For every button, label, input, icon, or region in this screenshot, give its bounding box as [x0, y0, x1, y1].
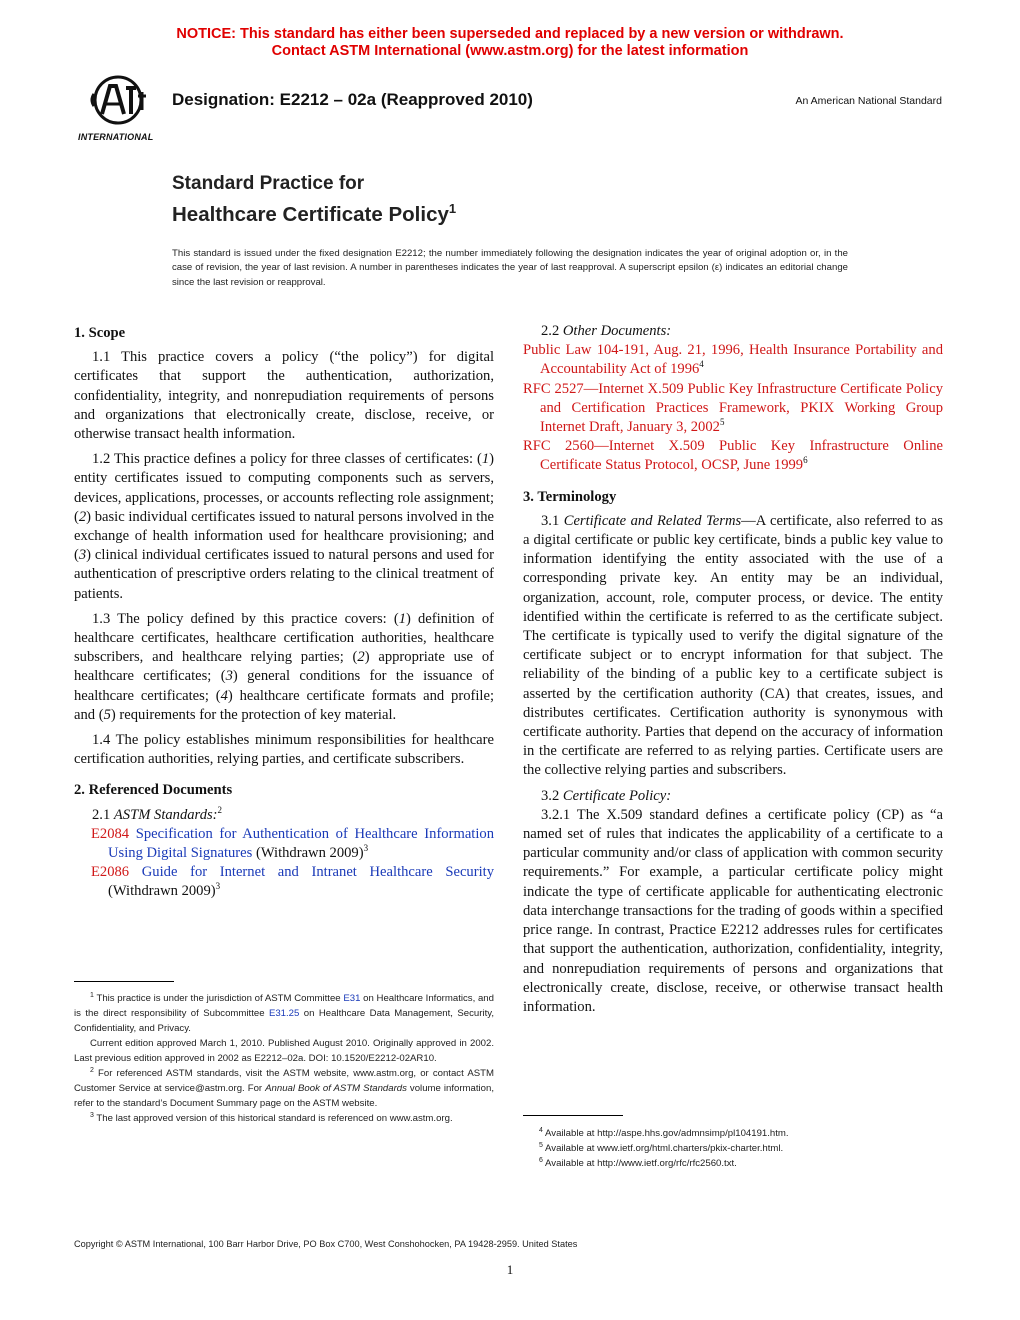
astm-logo-icon	[72, 74, 162, 134]
document-title	[172, 172, 456, 228]
title-line-1: Standard Practice for	[172, 173, 365, 194]
footnote-rule-right	[523, 1115, 623, 1116]
right-column	[523, 322, 943, 1023]
left-column	[74, 322, 494, 902]
reference-e2086[interactable]: E2086 Guide for Internet and Intranet Healthcare Security (Withdrawn 2009)$^3$	[91, 864, 494, 900]
logo-international-text: INTERNATIONAL	[78, 132, 154, 142]
footnote-6: $^6$ Available at http://www.ietf.org/rfc/rfc2560.txt.	[539, 1157, 737, 1169]
scope-heading: 1. Scope	[74, 325, 126, 341]
footnote-1: $^1$ This practice is under the jurisdiction of ASTM Committee E31 on Healthcare Informatics, and is the direct responsibility of Subcommittee E31.25 on Healthcare Data Management, Security, Confidentiality, and Privacy.	[74, 992, 494, 1034]
copyright-line: Copyright © ASTM International, 100 Barr Harbor Drive, PO Box C700, West Conshohocken, PA 19428-2959. United States	[74, 1239, 578, 1249]
ref-title-e2084[interactable]: Specification for Authentication of Healthcare Information Using Digital Signatures	[108, 825, 494, 862]
ref-code-e2084[interactable]: E2084	[91, 825, 130, 842]
footnote-1-edition: Current edition approved March 1, 2010. Published August 2010. Originally approved in 2002. Last previous edition approved in 2002 as E2212–02a. DOI: 10.1520/E2212-02AR10.	[74, 1038, 494, 1064]
astm-logo	[72, 74, 162, 146]
scope-1-3: 1.3 The policy defined by this practice covers: (1) definition of healthcare certificates, healthcare certification authorities, healthcare subscribers, and healthcare relying parties; (2) appropriate use of healthcare certificates; (3) general conditions for the issuance of healthcare certificates; (4) healthcare certificate formats and profile; and (5) requirements for the protection of key material.	[74, 610, 495, 723]
footnote-3: $^3$ The last approved version of this historical standard is referenced on www.astm.org.	[90, 1112, 453, 1124]
terminology-heading: 3. Terminology	[523, 488, 617, 505]
reference-rfc2560[interactable]: RFC 2560—Internet X.509 Public Key Infrastructure Online Certificate Status Protocol, OCSP, June 1999$^6$	[523, 438, 943, 474]
scope-1-4: 1.4 The policy establishes minimum responsibilities for healthcare certification authorities, relying parties, and certificate subscribers.	[74, 732, 494, 768]
footnotes-left	[74, 991, 494, 1126]
ref-code-e2086[interactable]: E2086	[91, 864, 130, 881]
footnotes-right	[523, 1126, 943, 1171]
reference-rfc2527[interactable]: RFC 2527—Internet X.509 Public Key Infrastructure Certificate Policy and Certification Practices Framework, PKIX Working Group Internet Draft, January 3, 2002$^5$	[523, 380, 943, 436]
reference-public-law[interactable]: Public Law 104-191, Aug. 21, 1996, Health Insurance Portability and Accountability Act of 1996$^4$	[523, 342, 943, 378]
scope-1-1: 1.1 This practice covers a policy (“the policy”) for digital certificates that support the authentication, authorization, confidentiality, integrity, and nonrepudiation requirements of persons and organizations that electronically create, disclose, receive, or otherwise transact health information.	[74, 349, 494, 443]
title-footnote-mark: 1	[448, 201, 457, 216]
astm-standards-subheading: 2.1 ASTM Standards:$^2$	[92, 804, 223, 823]
national-standard-label: An American National Standard	[795, 95, 942, 107]
footnote-2: $^2$ For referenced ASTM standards, visit the ASTM website, www.astm.org, or contact ASTM Customer Service at service@astm.org. For Annual Book of ASTM Standards volume information, refer to the standard’s Document Summary page on the ASTM website.	[74, 1067, 494, 1109]
title-line-2	[172, 196, 456, 228]
referenced-documents-heading: 2. Referenced Documents	[74, 782, 233, 799]
link-e31[interactable]: E31	[343, 993, 361, 1004]
footnote-rule-left	[74, 981, 174, 982]
designation: Designation: E2212 – 02a (Reapproved 2010)	[172, 90, 533, 109]
terminology-3-2-1: 3.2.1 The X.509 standard defines a certificate policy (CP) as “a named set of rules that indicates the applicability of a certificate to a particular community and/or class of application with common security requirements.” For example, a particular certificate policy might indicate the type of certificate applicable for authenticating electronic data interchange transactions for the trading of goods within a specified price range. In contrast, Practice E2212 addresses rules for certificates that support the authentication, authorization, confidentiality, integrity, and nonrepudiation requirements of persons and organizations that electronically create, disclose, receive, or otherwise transact health information.	[523, 806, 943, 1015]
title-text: Healthcare Certificate Policy	[172, 203, 449, 226]
other-documents-subheading: 2.2 Other Documents:	[541, 323, 672, 339]
scope-1-2: 1.2 This practice defines a policy for three classes of certificates: (1) entity certificates issued to computing components such as servers, devices, applications, processes, or accounts reflecting role assignment; (2) basic individual certificates issued to natural persons involved in the exchange of health information used for healthcare provisioning; and (3) clinical individual certificates issued to natural persons and used for authentication of prescriptive orders relating to the clinical treatment of patients.	[74, 451, 494, 602]
terminology-3-2: 3.2 Certificate Policy:	[541, 787, 672, 804]
footnote-4: $^4$ Available at http://aspe.hhs.gov/admnsimp/pl104191.htm.	[539, 1127, 789, 1139]
link-e31-25[interactable]: E31.25	[268, 1008, 300, 1019]
issued-note: This standard is issued under the fixed designation E2212; the number immediately following the designation indicates the year of original adoption or, in the case of revision, the year of last revision. A number in parentheses indicates the year of last reapproval. A superscript epsilon (ε) indicates an editorial change since the last revision or reapproval.	[172, 248, 848, 288]
notice-line-1: NOTICE: This standard has either been superseded and replaced by a new version or withdrawn.	[176, 26, 844, 42]
withdrawal-notice	[0, 26, 1020, 60]
ref-title-e2086[interactable]: Guide for Internet and Intranet Healthcare Security	[141, 864, 494, 881]
reference-e2084[interactable]: E2084 Specification for Authentication of Healthcare Information Using Digital Signatures (Withdrawn 2009)$^3$	[91, 825, 494, 862]
footnote-5: $^5$ Available at www.ietf.org/html.charters/pkix-charter.html.	[539, 1142, 784, 1154]
notice-line-2: Contact ASTM International (www.astm.org) for the latest information	[271, 43, 749, 59]
page-number: 1	[506, 1262, 514, 1277]
terminology-3-1: 3.1 Certificate and Related Terms—A certificate, also referred to as a digital certificate or public key certificate, binds a public key value to information identifying the entity associated with the use of a corresponding private key. An entity may be an individual, organization, account, role, computer process, or device. The entity identified within the certificate is referred to as the certificate subject. The certificate is typically used to verify the digital signature of the certificate subject or to encrypt information for that subject. The reliability of the binding of a public key to a certificate subject is asserted by the certification authority (CA) that creates, issues, and distributes certificates. Certification authority is synonymous with certificate authority. Parties that depend on the accuracy of information in the certificate are referred to as relying parties. Certificate users are the collective relying parties and subscribers.	[523, 512, 944, 779]
